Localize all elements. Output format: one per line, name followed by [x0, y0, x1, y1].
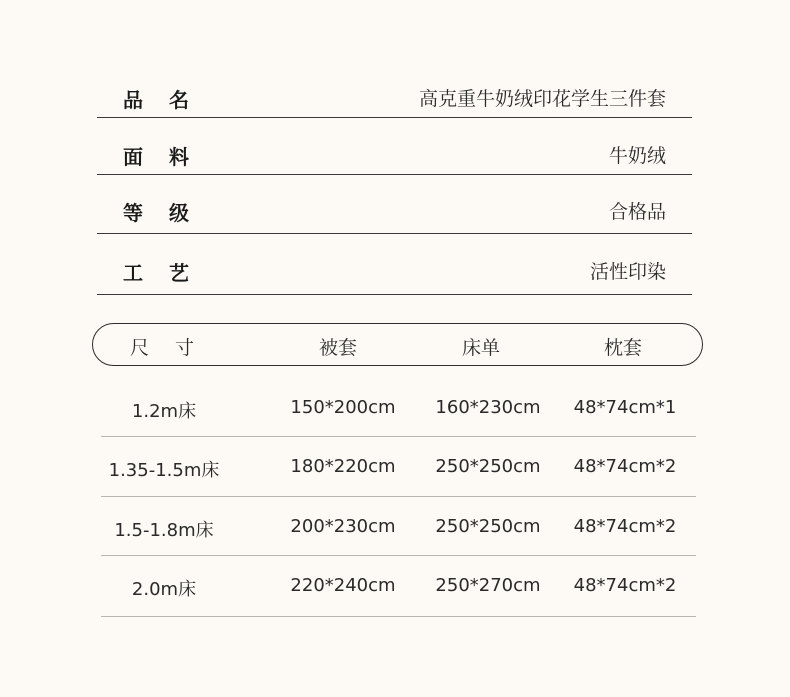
spec-label-grade: 等级 — [123, 201, 215, 225]
size-table-header — [92, 323, 703, 366]
table-row — [101, 496, 696, 556]
spec-value-grade: 合格品 — [608, 201, 666, 223]
spec-value-fabric: 牛奶绒 — [608, 145, 666, 167]
cell-sheet: 250*250cm — [435, 516, 541, 537]
cell-sheet: 250*270cm — [435, 575, 541, 596]
spec-value-name: 高克重牛奶绒印花学生三件套 — [418, 88, 666, 110]
cell-duvet: 150*200cm — [290, 397, 396, 418]
cell-bed-size: 1.2m床 — [131, 401, 197, 422]
spec-label-fabric: 面料 — [123, 145, 215, 169]
cell-duvet: 220*240cm — [290, 575, 396, 596]
cell-duvet: 180*220cm — [290, 456, 396, 477]
spec-value-craft: 活性印染 — [589, 261, 666, 283]
header-pillowcase: 枕套 — [603, 337, 643, 359]
cell-bed-size: 1.35-1.5m床 — [108, 460, 220, 481]
cell-bed-size: 2.0m床 — [131, 579, 197, 600]
spec-row-craft — [97, 247, 692, 295]
cell-pillowcase: 48*74cm*2 — [573, 575, 677, 596]
spec-label-name: 品名 — [123, 88, 215, 112]
cell-pillowcase: 48*74cm*1 — [573, 397, 677, 418]
table-row — [101, 377, 696, 437]
table-row — [101, 436, 696, 497]
cell-sheet: 250*250cm — [435, 456, 541, 477]
cell-sheet: 160*230cm — [435, 397, 541, 418]
table-row — [101, 555, 696, 617]
cell-bed-size: 1.5-1.8m床 — [114, 520, 214, 541]
cell-pillowcase: 48*74cm*2 — [573, 456, 677, 477]
spec-row-name — [97, 74, 692, 118]
header-sheet: 床单 — [461, 337, 501, 359]
spec-label-craft: 工艺 — [123, 261, 215, 285]
cell-duvet: 200*230cm — [290, 516, 396, 537]
spec-row-grade — [97, 187, 692, 234]
spec-row-fabric — [97, 131, 692, 175]
header-size: 尺寸 — [129, 337, 221, 359]
header-duvet: 被套 — [318, 337, 358, 359]
cell-pillowcase: 48*74cm*2 — [573, 516, 677, 537]
